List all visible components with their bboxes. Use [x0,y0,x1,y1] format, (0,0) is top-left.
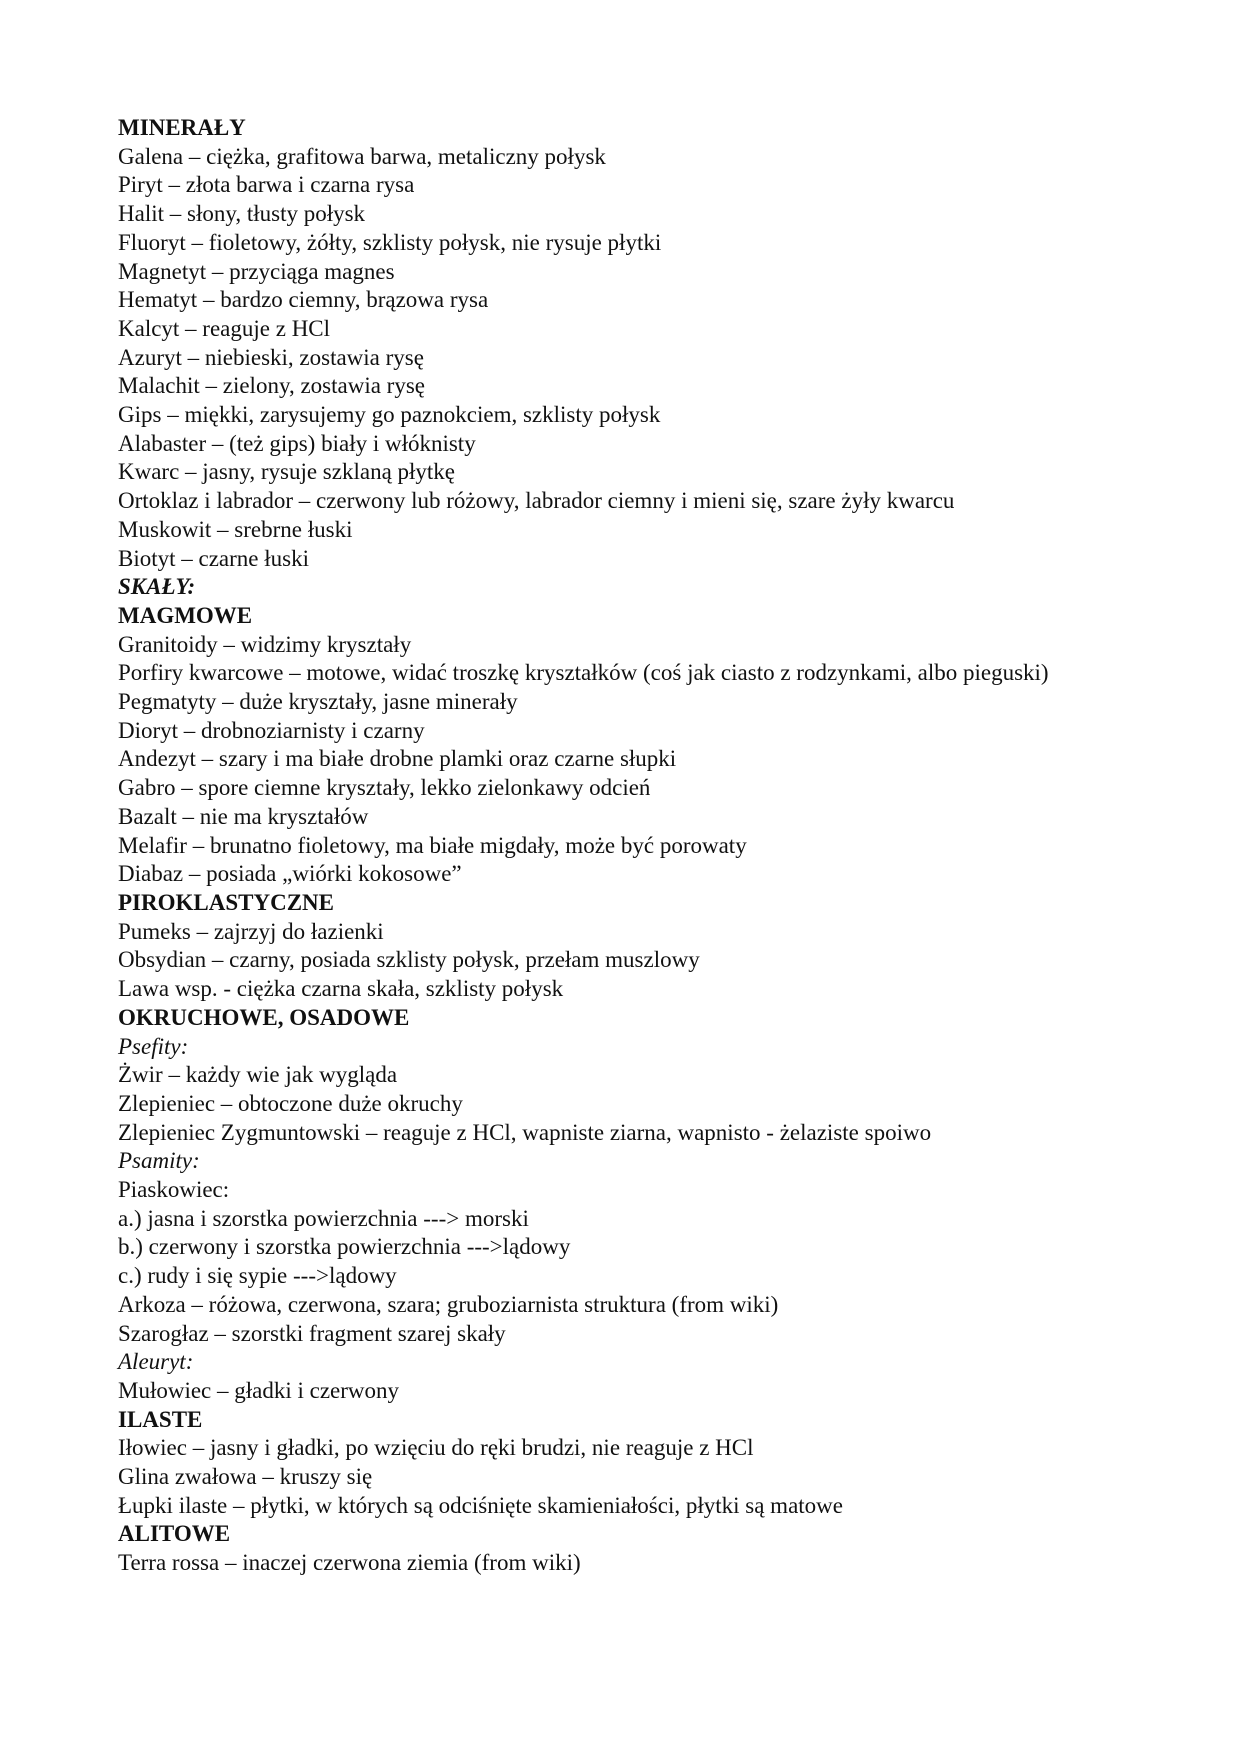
mineral-line: Biotyt – czarne łuski [118,545,309,571]
psefity-line: Zlepieniec – obtoczone duże okruchy [118,1090,463,1116]
okruchowe-heading: OKRUCHOWE, OSADOWE [118,1004,410,1030]
psamity-line: c.) rudy i się sypie --->lądowy [118,1263,397,1289]
mineral-line: Malachit – zielony, zostawia rysę [118,373,425,399]
ilaste-line: Glina zwałowa – kruszy się [118,1464,373,1490]
mineral-line: Kalcyt – reaguje z HCl [118,315,331,341]
psamity-line: b.) czerwony i szorstka powierzchnia --->lądowy [118,1234,571,1260]
magmowe-line: Andezyt – szary i ma białe drobne plamki oraz czarne słupki [118,746,677,772]
magmowe-line: Dioryt – drobnoziarnisty i czarny [118,717,425,743]
mineral-line: Fluoryt – fioletowy, żółty, szklisty połysk, nie rysuje płytki [118,229,662,255]
mineral-line: Muskowit – srebrne łuski [118,516,353,542]
alitowe-heading: ALITOWE [118,1521,231,1547]
psamity-line: Arkoza – różowa, czerwona, szara; gruboziarnista struktura (from wiki) [118,1291,779,1317]
magmowe-line: Diabaz – posiada „wiórki kokosowe” [118,861,462,887]
magmowe-line: Bazalt – nie ma kryształów [118,803,369,829]
ilaste-line: Iłowiec – jasny i gładki, po wzięciu do ręki brudzi, nie reaguje z HCl [118,1435,754,1461]
mineral-line: Azuryt – niebieski, zostawia rysę [118,344,424,370]
mineral-line: Kwarc – jasny, rysuje szklaną płytkę [118,459,456,485]
magmowe-heading: MAGMOWE [118,602,253,628]
aleuryt-line: Mułowiec – gładki i czerwony [118,1377,400,1403]
minerals-heading: MINERAŁY [118,115,246,140]
piroklastyczne-line: Lawa wsp. - ciężka czarna skała, szklisty połysk [118,976,564,1002]
mineral-line: Gips – miękki, zarysujemy go paznokciem, szklisty połysk [118,402,661,428]
ilaste-heading: ILASTE [118,1406,203,1432]
mineral-line: Piryt – złota barwa i czarna rysa [118,172,415,198]
mineral-line: Alabaster – (też gips) biały i włóknisty [118,430,476,456]
psamity-line: Szarogłaz – szorstki fragment szarej skały [118,1320,506,1346]
mineral-line: Halit – słony, tłusty połysk [118,201,366,227]
mineral-line: Ortoklaz i labrador – czerwony lub różowy, labrador ciemny i mieni się, szare żyły kwarcu [118,488,955,514]
aleuryt-subheading: Aleuryt: [118,1349,194,1375]
magmowe-line: Melafir – brunatno fioletowy, ma białe migdały, może być porowaty [118,832,747,858]
magmowe-line: Porfiry kwarcowe – motowe, widać troszkę kryształków (coś jak ciasto z rodzynkami, albo pieguski) [118,660,1049,686]
piroklastyczne-line: Obsydian – czarny, posiada szklisty połysk, przełam muszlowy [118,947,700,973]
ilaste-line: Łupki ilaste – płytki, w których są odciśnięte skamieniałości, płytki są matowe [118,1492,843,1518]
magmowe-line: Granitoidy – widzimy kryształy [118,631,412,657]
psefity-line: Żwir – każdy wie jak wygląda [118,1062,398,1088]
psefity-subheading: Psefity: [118,1033,189,1059]
piroklastyczne-line: Pumeks – zajrzyj do łazienki [118,918,384,944]
rocks-heading: SKAŁY: [118,574,196,600]
document-page [118,114,1138,1578]
psamity-line: Piaskowiec: [118,1177,230,1203]
magmowe-line: Pegmatyty – duże kryształy, jasne minerały [118,689,518,715]
alitowe-line: Terra rossa – inaczej czerwona ziemia (from wiki) [118,1550,581,1576]
magmowe-line: Gabro – spore ciemne kryształy, lekko zielonkawy odcień [118,775,651,801]
mineral-line: Hematyt – bardzo ciemny, brązowa rysa [118,287,489,313]
mineral-line: Galena – ciężka, grafitowa barwa, metaliczny połysk [118,143,606,169]
piroklastyczne-heading: PIROKLASTYCZNE [118,889,334,915]
psamity-subheading: Psamity: [118,1148,200,1174]
psefity-line: Zlepieniec Zygmuntowski – reaguje z HCl, wapniste ziarna, wapnisto - żelaziste spoiwo [118,1119,932,1145]
psamity-line: a.) jasna i szorstka powierzchnia ---> morski [118,1205,529,1231]
mineral-line: Magnetyt – przyciąga magnes [118,258,395,284]
